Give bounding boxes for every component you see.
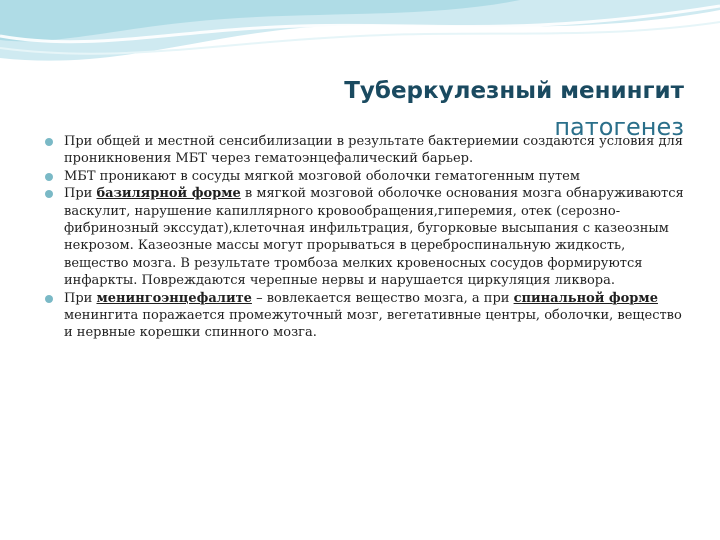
bullet-dot-icon: [45, 295, 53, 303]
title-block: [344, 76, 684, 141]
bullet-text: При общей и местной сенсибилизации в результате бактериемии создаются условия для проникновения МБТ через гематоэнцефалический барьер.: [64, 134, 683, 167]
bullet-item-4: [44, 290, 684, 342]
bullet-text-pre: При: [64, 290, 97, 306]
bullet-text-post: в мягкой мозговой оболочке основания мозга обнаруживаются васкулит, нарушение капиллярного кровообращения,гиперемия, отек (серозно-фибринозный экссудат),клеточная инфильтрация, бугорковые высыпания с казеозным некрозом. Казеозные массы могут прорываться в цереброспинальную жидкость, вещество мозга. В результате тромбоза мелких кровеносных сосудов формируются инфаркты. Повреждаются черепные нервы и нарушается циркуляция ликвора.: [64, 186, 684, 289]
bullet-text: МБТ проникают в сосуды мягкой мозговой оболочки гематогенным путем: [64, 168, 580, 184]
bullet-dot-icon: [45, 190, 53, 198]
bullet-dot-icon: [45, 173, 53, 181]
bullet-item-2: [44, 168, 684, 185]
bullet-text-pre: При: [64, 186, 97, 202]
bullet-list: [44, 133, 684, 342]
bullet-dot-icon: [45, 138, 53, 146]
slide-title: Туберкулезный менингит: [344, 78, 684, 104]
bullet-text-mid: – вовлекается вещество мозга, а при: [251, 290, 514, 306]
slide-subtitle: патогенез: [554, 113, 684, 141]
slide-content: [44, 133, 684, 342]
bullet-emphasis: базилярной форме: [96, 186, 241, 202]
bullet-item-1: [44, 133, 684, 168]
bullet-item-3: [44, 185, 684, 289]
bullet-emphasis: менингоэнцефалите: [96, 290, 252, 306]
bullet-text-post: менингита поражается промежуточный мозг, вегетативные центры, оболочки, вещество и нервные корешки спинного мозга.: [64, 308, 682, 341]
bullet-emphasis-2: спинальной форме: [513, 290, 658, 306]
